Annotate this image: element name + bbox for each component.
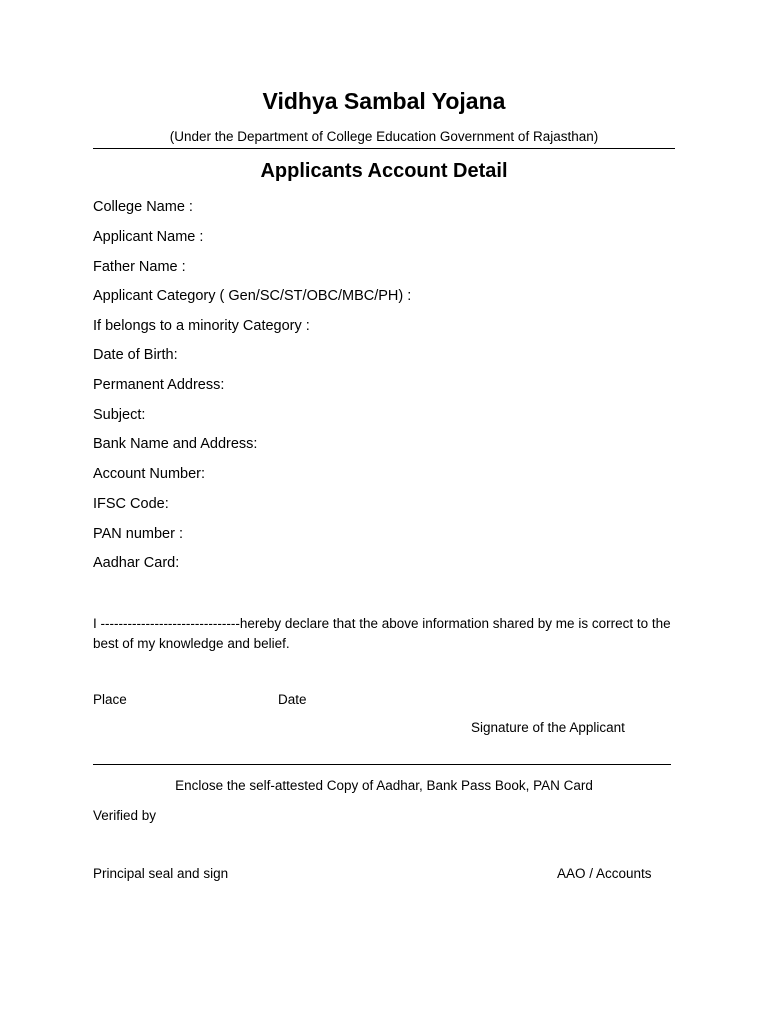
accounts-label: AAO / Accounts [557, 866, 652, 881]
date-label: Date [278, 692, 307, 707]
field-father-name: Father Name : [93, 259, 186, 275]
declaration-text: I -------------------------------hereby declare that the above information shared by me is correct to the best of my knowledge and belief. [93, 616, 671, 651]
principal-seal-label: Principal seal and sign [93, 866, 229, 881]
signature-divider [93, 764, 671, 765]
field-pan-number: PAN number : [93, 526, 183, 542]
field-permanent-address: Permanent Address: [93, 377, 225, 393]
form-heading: Applicants Account Detail [260, 160, 508, 182]
field-subject: Subject: [93, 407, 146, 423]
enclose-note: Enclose the self-attested Copy of Aadhar, Bank Pass Book, PAN Card [175, 778, 593, 793]
field-college-name: College Name : [93, 199, 193, 215]
verified-by-label: Verified by [93, 808, 157, 823]
field-ifsc-code: IFSC Code: [93, 496, 169, 512]
field-minority-category: If belongs to a minority Category : [93, 318, 310, 334]
field-applicant-category: Applicant Category ( Gen/SC/ST/OBC/MBC/PH) : [93, 288, 412, 304]
header-divider [93, 148, 675, 149]
field-account-number: Account Number: [93, 466, 206, 482]
field-date-of-birth: Date of Birth: [93, 347, 178, 363]
applicant-signature-label: Signature of the Applicant [471, 720, 625, 735]
field-bank-name-address: Bank Name and Address: [93, 436, 258, 452]
field-applicant-name: Applicant Name : [93, 229, 204, 245]
document-title: Vidhya Sambal Yojana [262, 88, 506, 114]
document-subtitle: (Under the Department of College Education Government of Rajasthan) [169, 129, 599, 144]
place-label: Place [93, 692, 127, 707]
field-aadhar-card: Aadhar Card: [93, 555, 180, 571]
